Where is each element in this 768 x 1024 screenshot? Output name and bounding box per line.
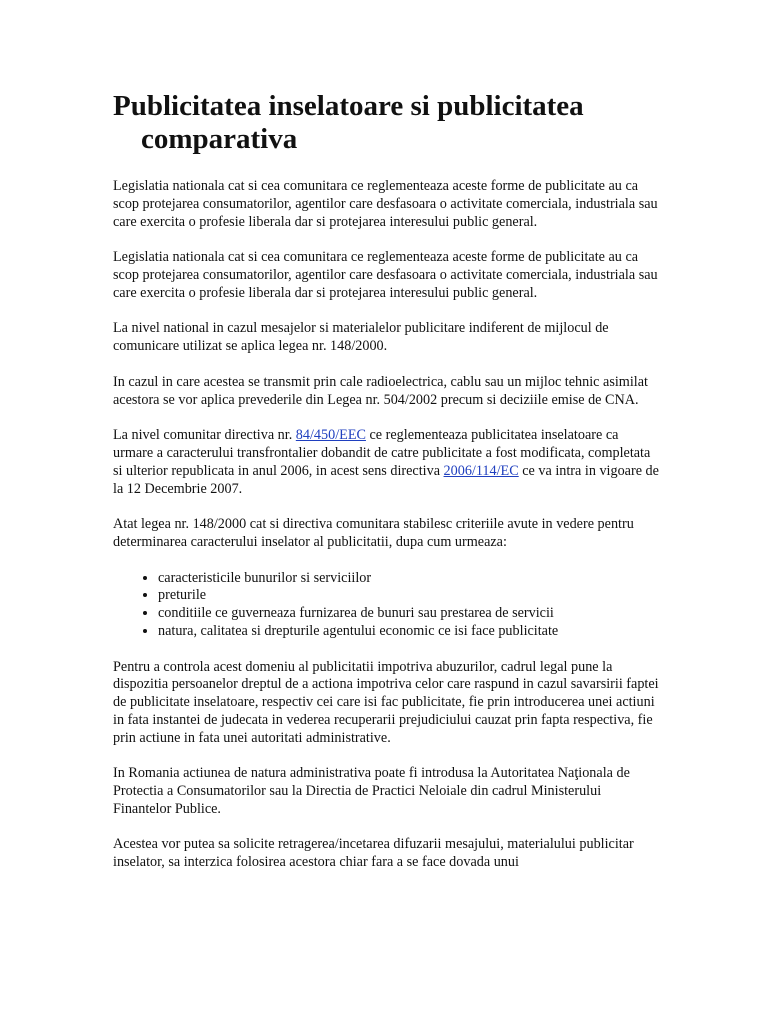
document-body <box>113 178 659 890</box>
paragraph: In Romania actiunea de natura administrativa poate fi introdusa la Autoritatea Naţionala de Protectia a Consumatorilor sau la Directia de Practici Neloiale din cadrul Ministerului Finantelor Publice. <box>113 765 630 817</box>
paragraph: In cazul in care acestea se transmit prin cale radioelectrica, cablu sau un mijloc tehnic asimilat acestora se vor aplica prevederile din Legea nr. 504/2002 precum si deciziile emise de CNA. <box>113 373 648 408</box>
criteria-list-item: • preturile <box>158 587 659 605</box>
directive-text-2: ce reglementeaza publicitatea inselatoare ca urmare a caracterului transfrontalier dobandit de catre publicitate a fost modificata, completata si ulterior republicata in anul 2006, in acest sens directiva <box>113 427 651 479</box>
paragraph: Acestea vor putea sa solicite retragerea/incetarea difuzarii mesajului, materialului publicitar inselator, sa interzica folosirea acestora chiar fara a se face dovada unui <box>113 836 634 871</box>
directive-84-450-eec-link[interactable]: 84/450/EEC <box>295 427 366 444</box>
directive-text-1: La nivel comunitar directiva nr. <box>113 427 296 444</box>
paragraph: Pentru a controla acest domeniu al publicitatii impotriva abuzurilor, cadrul legal pune la dispozitia persoanelor dreptul de a actiona impotriva celor care raspund in cazul savarsirii faptei de publicitate inselatoare, respectiv cei care isi fac publicitate, fie prin introducerea unei actiuni in fata instantei de judecata in vederea recuperarii prejudiciului cauzat prin fapta respectiva, fie prin actiune in fata unei autoritati administrative. <box>113 658 659 746</box>
directive-text-3: ce va intra in vigoare de la 12 Decembrie 2007. <box>113 462 659 497</box>
paragraph: La nivel national in cazul mesajelor si materialelor publicitare indiferent de mijlocul de comunicare utilizat se aplica legea nr. 148/2000. <box>113 320 609 355</box>
paragraph: Legislatia nationala cat si cea comunitara ce reglementeaza aceste forme de publicitate au ca scop protejarea consumatorilor, agentilor care desfasoara o activitate comerciala, industriala sau care exercita o profesie liberala dar si protejarea interesului public general. <box>113 249 658 301</box>
criteria-list <box>113 570 659 641</box>
criteria-list-item: • natura, calitatea si drepturile agentului economic ce isi face publicitate <box>158 623 659 641</box>
criteria-intro: Atat legea nr. 148/2000 cat si directiva comunitara stabilesc criteriile avute in vedere pentru determinarea caracterului inselator al publicitatii, dupa cum urmeaza: <box>113 516 634 550</box>
criteria-list-item: • conditiile ce guverneaza furnizarea de bunuri sau prestarea de servicii <box>158 605 659 623</box>
paragraph: Legislatia nationala cat si cea comunitara ce reglementeaza aceste forme de publicitate au ca scop protejarea consumatorilor, agentilor care desfasoara o activitate comerciala, industriala sau care exercita o profesie liberala dar si protejarea interesului public general. <box>113 178 658 230</box>
directive-paragraph <box>113 427 659 498</box>
criteria-list-item: • caracteristicile bunurilor si serviciilor <box>158 570 659 588</box>
directive-2006-114-ec-link[interactable]: 2006/114/EC <box>443 462 519 479</box>
page-title: Publicitatea inselatoare si publicitatea comparativa <box>113 90 584 155</box>
